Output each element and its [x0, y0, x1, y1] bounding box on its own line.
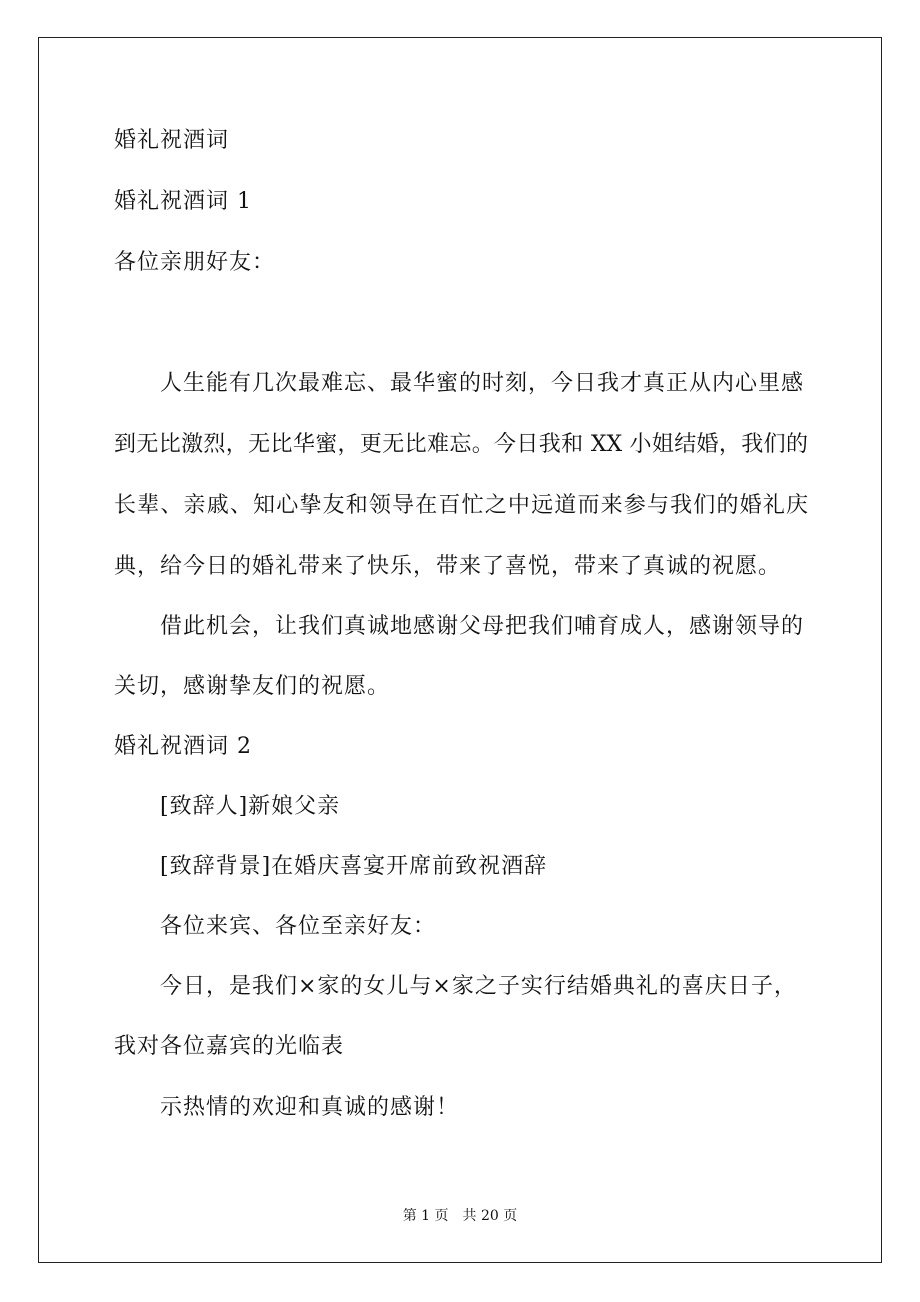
section-2-background: [致辞背景]在婚庆喜宴开席前致祝酒辞 — [160, 854, 548, 879]
section-2-heading: 婚礼祝酒词 2 — [114, 734, 252, 759]
section-1-paragraph-1-line-4: 典，给今日的婚礼带来了快乐，带来了喜悦，带来了真诚的祝愿。 — [114, 554, 782, 579]
document-title: 婚礼祝酒词 — [114, 128, 230, 153]
section-1-paragraph-2-line-2: 关切，感谢挚友们的祝愿。 — [114, 674, 391, 699]
section-1-paragraph-2-line-1: 借此机会，让我们真诚地感谢父母把我们哺育成人，感谢领导的 — [160, 614, 805, 639]
section-2-salutation: 各位来宾、各位至亲好友： — [160, 914, 437, 939]
page-frame — [38, 37, 882, 1263]
section-2-paragraph-2: 示热情的欢迎和真诚的感谢！ — [160, 1095, 460, 1120]
section-2-paragraph-1-line-2: 我对各位嘉宾的光临表 — [114, 1034, 345, 1059]
section-1-paragraph-1-line-2: 到无比激烈，无比华蜜，更无比难忘。今日我和 XX 小姐结婚，我们的 — [114, 432, 808, 457]
section-2-paragraph-1-line-1: 今日，是我们×家的女儿与×家之子实行结婚典礼的喜庆日子， — [160, 974, 797, 999]
section-1-salutation: 各位亲朋好友： — [114, 250, 276, 275]
section-1-heading: 婚礼祝酒词 1 — [114, 189, 252, 214]
section-1-paragraph-1-line-3: 长辈、亲戚、知心挚友和领导在百忙之中远道而来参与我们的婚礼庆 — [114, 493, 808, 518]
page-number-footer: 第 1 页 共 20 页 — [402, 1208, 518, 1224]
section-2-speaker: [致辞人]新娘父亲 — [160, 794, 341, 819]
section-1-paragraph-1-line-1: 人生能有几次最难忘、最华蜜的时刻，今日我才真正从内心里感 — [160, 371, 805, 396]
